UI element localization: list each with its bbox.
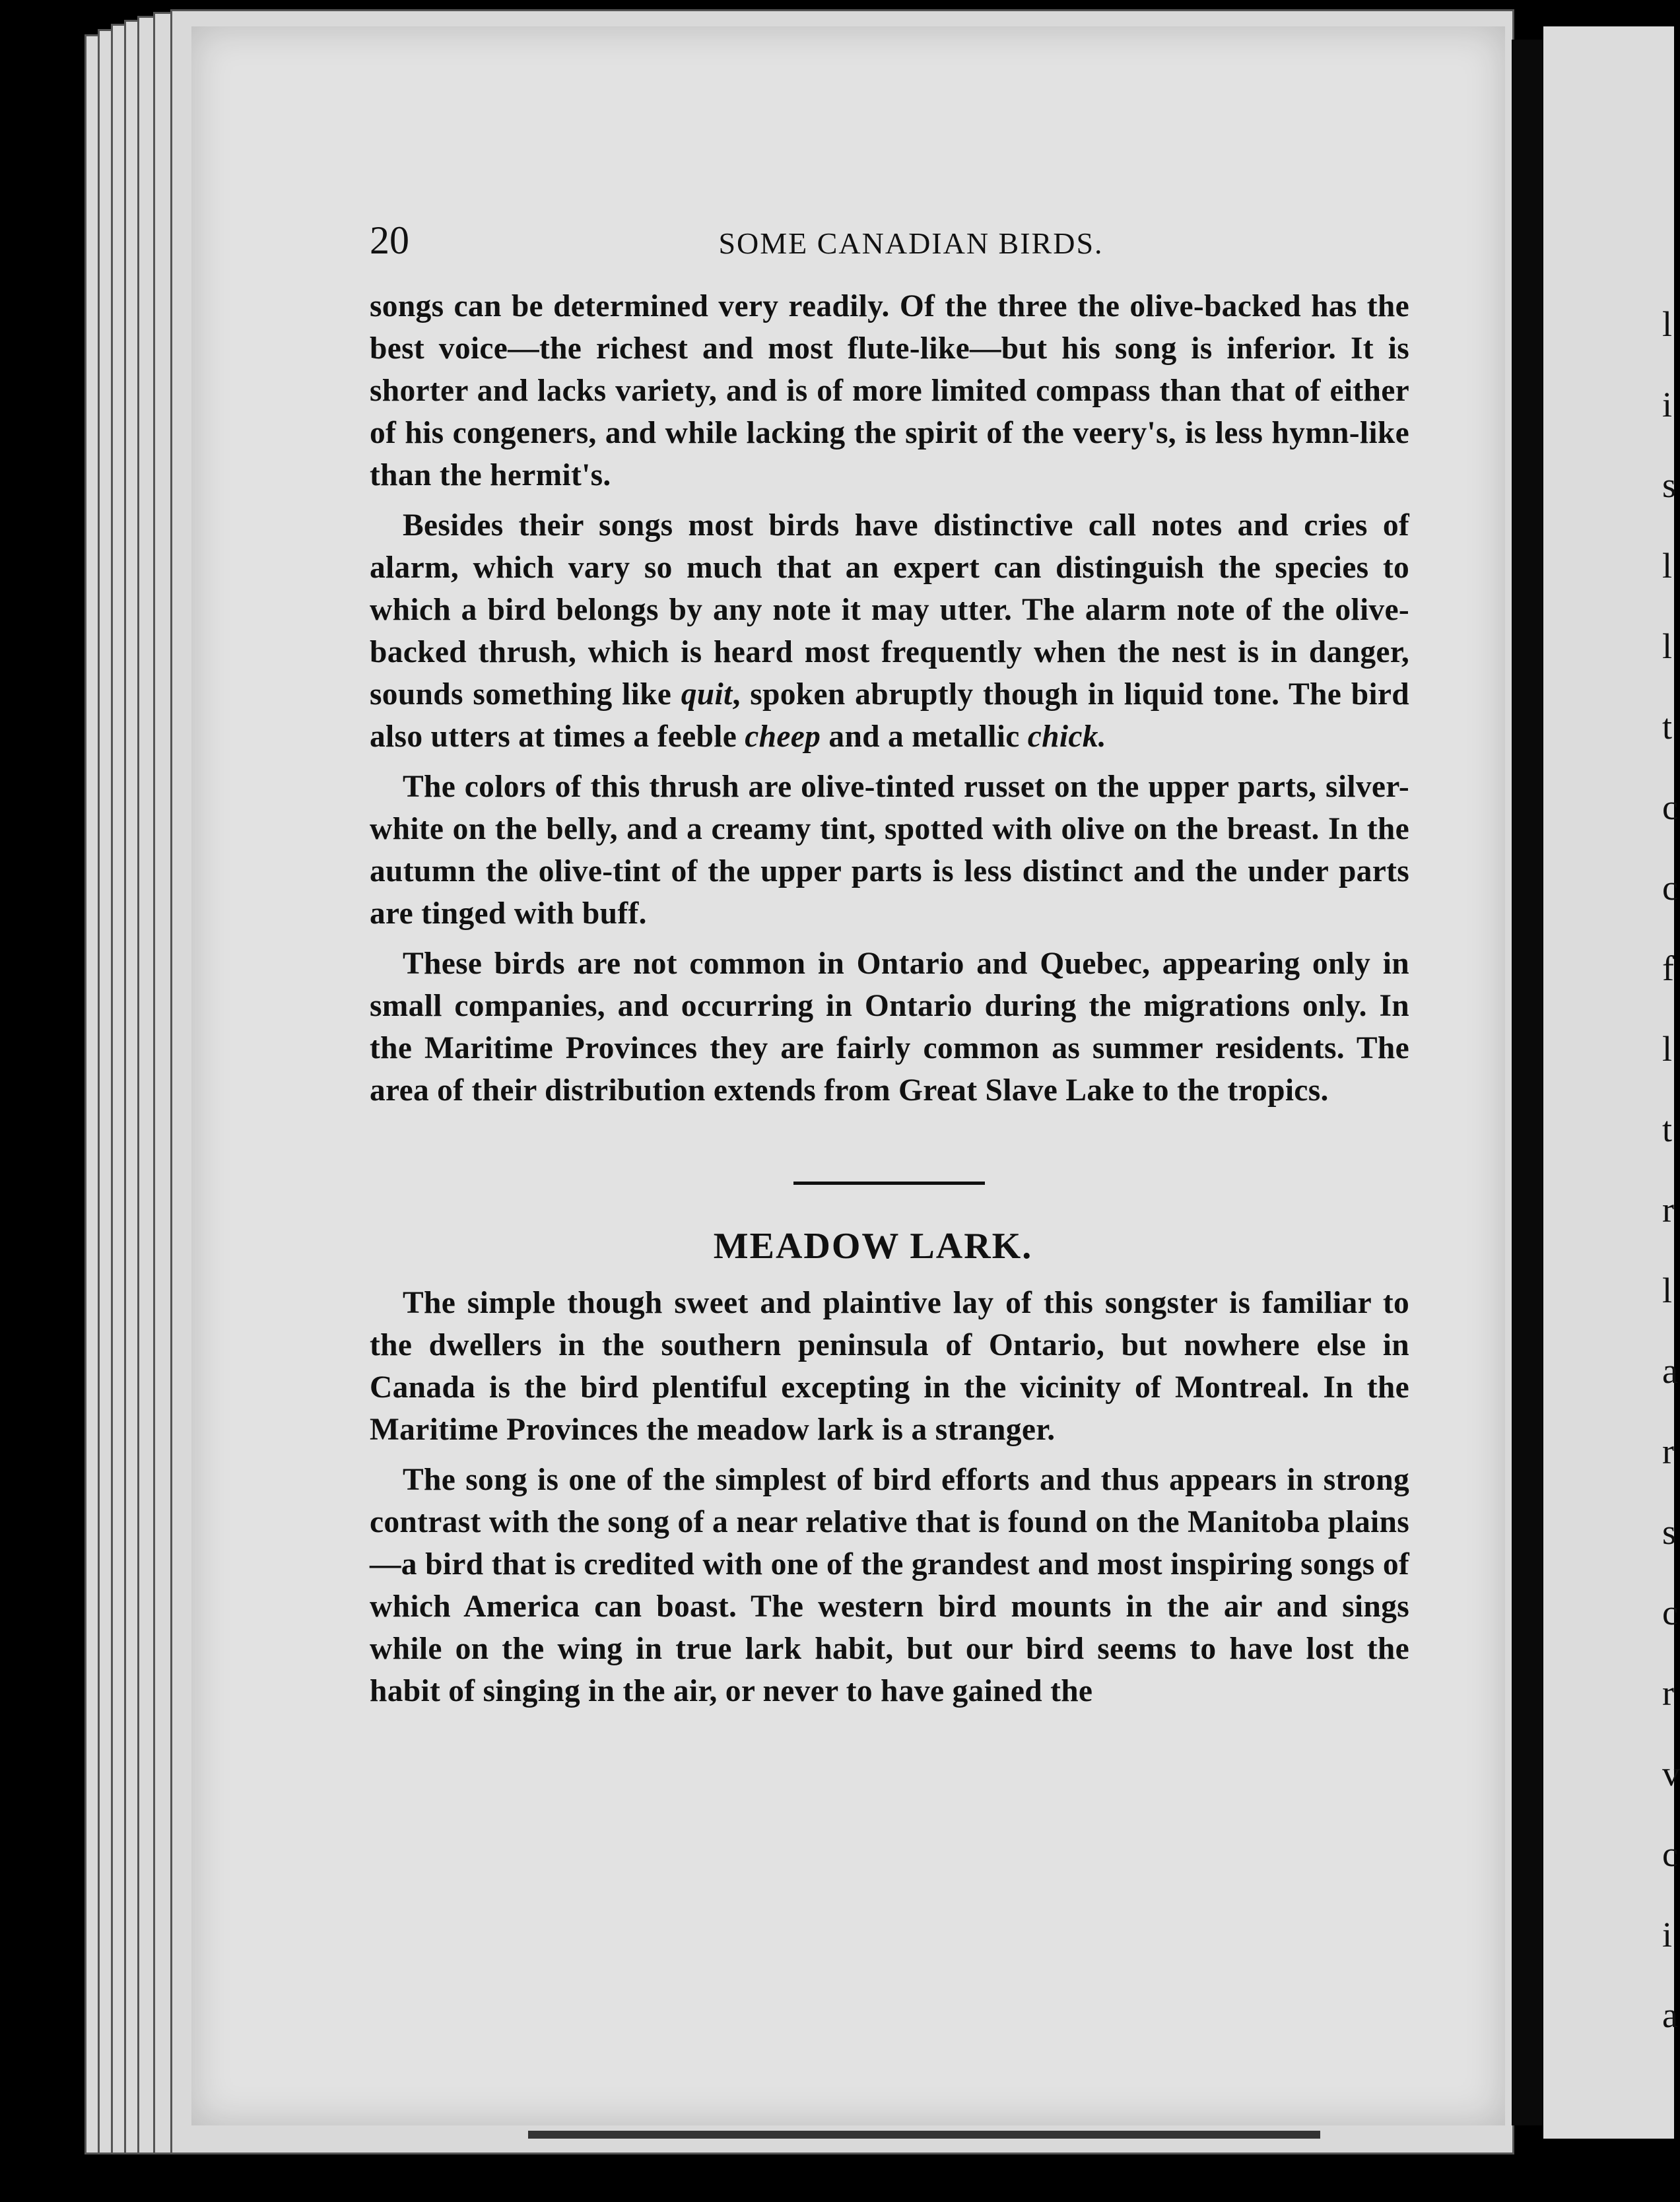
facing-page-fragment: r: [1662, 1673, 1674, 1713]
facing-page-fragment: s: [1662, 465, 1677, 505]
facing-page-fragment: a: [1662, 1351, 1678, 1391]
page-bottom-edge: [528, 2131, 1320, 2139]
running-head: [370, 218, 1426, 271]
facing-page-fragment: t: [1662, 707, 1673, 747]
facing-page-fragment: c: [1662, 1593, 1678, 1632]
facing-page-fragment: s: [1662, 1512, 1677, 1552]
facing-page-fragment: c: [1662, 787, 1678, 827]
facing-page-fragment: i: [1662, 1915, 1673, 1954]
facing-page-fragment: c: [1662, 868, 1678, 908]
section-title: MEADOW LARK.: [713, 1226, 1033, 1267]
paragraph: These birds are not common in Ontario and Quebec, appearing only in small companies, and occurring in Ontario during the migrations only. In the Maritime Provinces they are fairly common as summer residents. The area of their distribution extends from Great Slave Lake to the tropics.: [370, 947, 1409, 1108]
body-text: [370, 285, 1409, 1712]
facing-page-fragment: c: [1662, 1834, 1678, 1874]
facing-page-fragment: r: [1662, 1190, 1674, 1230]
facing-page-fragment: l: [1662, 1271, 1673, 1310]
facing-page-fragment: l: [1662, 304, 1673, 344]
paragraph: The simple though sweet and plaintive lay of this songster is familiar to the dwellers in the southern peninsula of Ontario, but nowhere else in Canada is the bird plentiful excepting in the vicinity of Montreal. In the Maritime Provinces the meadow lark is a stranger.: [370, 1286, 1409, 1447]
facing-page-fragment: l: [1662, 1029, 1673, 1069]
facing-page-fragment: a: [1662, 1995, 1678, 2035]
section-divider: [370, 1112, 1409, 1211]
divider-rule: [793, 1182, 985, 1185]
paragraph: songs can be determined very readily. Of the three the olive-backed has the best voice—the richest and most flute-like—but his song is inferior. It is shorter and lacks variety, and is of more limited compass than that of either of his congeners, and while lacking the spirit of the veery's, is less hymn-like than the hermit's.: [370, 289, 1409, 492]
facing-page-fragment: t: [1662, 1110, 1673, 1149]
paragraph: Besides their songs most birds have distinctive call notes and cries of alarm, which vary so much that an expert can distinguish the species to which a bird belongs by any note it may utter. The alarm note of the olive-backed thrush, which is heard most frequently when the nest is in danger, sounds something like quit, spoken abruptly though in liquid tone. The bird also utters at times a feeble cheep and a metallic chick.: [370, 508, 1410, 754]
italic-word: quit: [681, 677, 733, 712]
paragraph: The colors of this thrush are olive-tinted russet on the upper parts, silver-white on the belly, and a creamy tint, spotted with olive on the breast. In the autumn the olive-tint of the upper parts is less distinct and the under parts are tinged with buff.: [370, 770, 1409, 931]
italic-word: cheep: [745, 719, 821, 754]
facing-page-fragment: v: [1662, 1754, 1680, 1793]
facing-page-fragment: l: [1662, 626, 1673, 666]
page-number: 20: [370, 218, 409, 262]
book-gutter: [1512, 40, 1543, 2125]
paragraph: The song is one of the simplest of bird efforts and thus appears in strong contrast with the song of a near relative that is found on the Manitoba plains—a bird that is credited with one of the grandest and most inspiring songs of which America can boast. The western bird mounts in the air and sings while on the wing in true lark habit, but our bird seems to have lost the habit of singing in the air, or never to have gained the: [370, 1463, 1409, 1708]
running-title: SOME CANADIAN BIRDS.: [718, 226, 1104, 260]
italic-word: chick.: [1027, 719, 1106, 754]
facing-page-fragment: l: [1662, 546, 1673, 585]
facing-page-fragment: i: [1662, 385, 1673, 424]
facing-page-fragment: f: [1662, 949, 1674, 988]
facing-page: [1543, 26, 1680, 2139]
facing-page-fragment: r: [1662, 1432, 1674, 1471]
